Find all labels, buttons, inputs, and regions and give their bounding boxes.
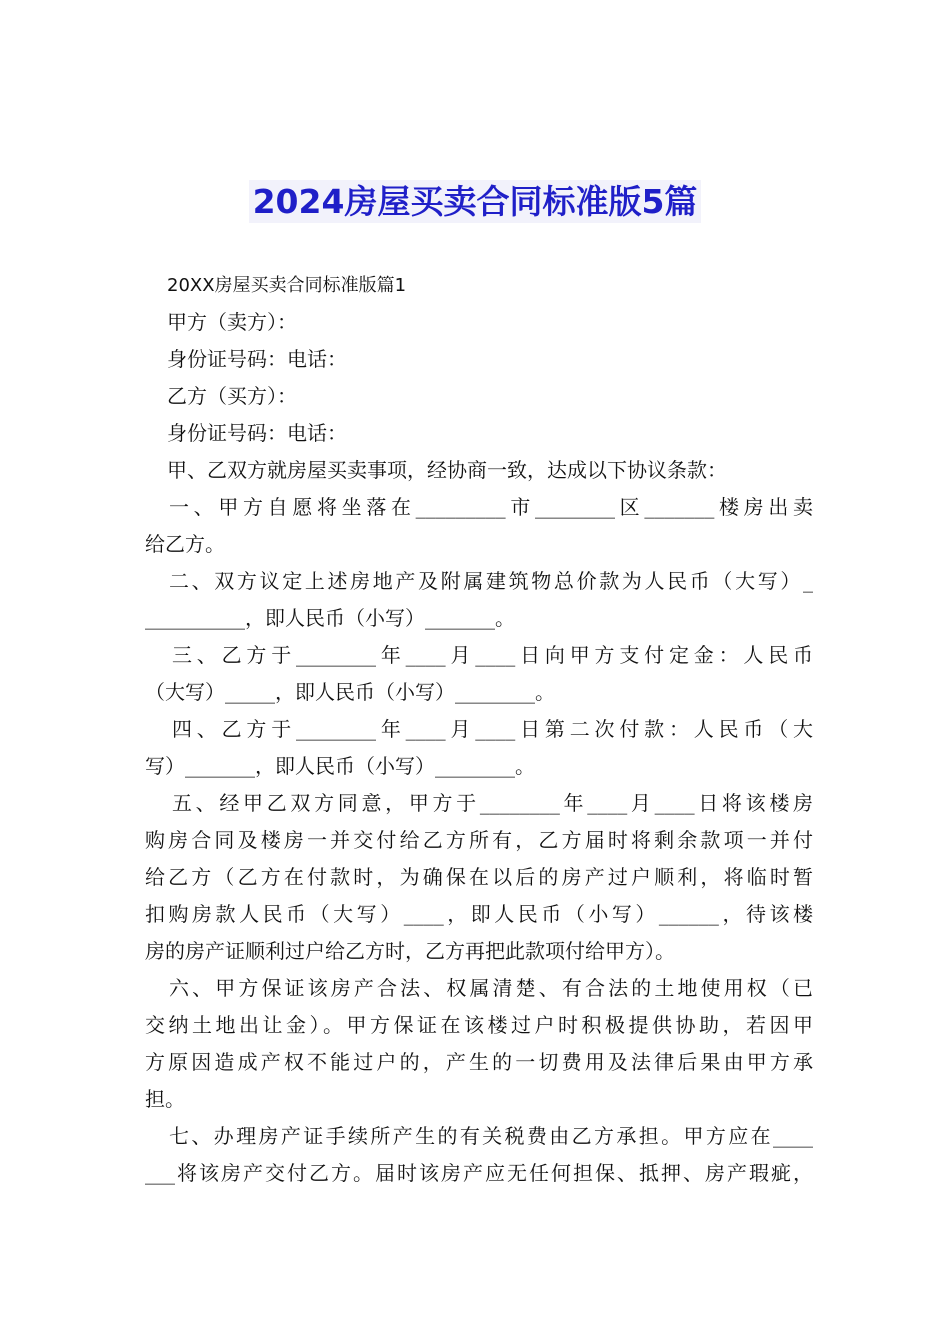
clause-6-line-4: 担。 <box>145 1087 185 1111</box>
clause-2-line-1: 二、双方议定上述房地产及附属建筑物总价款为人民币（大写）_ <box>169 569 813 593</box>
clause-6-line-3: 方原因造成产权不能过户的，产生的一切费用及法律后果由甲方承 <box>145 1050 813 1074</box>
clause-5-line-4: 扣购房款人民币（大写）____，即人民币（小写）______，待该楼 <box>145 902 813 926</box>
clause-1-line-1: 一、甲方自愿将坐落在_________市________区_______楼房出卖 <box>169 495 813 519</box>
section-heading: 20XX房屋买卖合同标准版篇1 <box>167 275 407 296</box>
clause-2-line-2: __________，即人民币（小写）_______。 <box>145 606 515 630</box>
party-a-line: 甲方（卖方）： <box>167 310 297 334</box>
clause-6-line-2: 交纳土地出让金）。甲方保证在该楼过户时积极提供协助，若因甲 <box>145 1013 813 1037</box>
clause-5-line-1: 五、经甲乙双方同意，甲方于________年____月____日将该楼房 <box>172 791 813 815</box>
document-title <box>0 176 950 228</box>
clause-5-line-3: 给乙方（乙方在付款时，为确保在以后的房产过户顺利，将临时暂 <box>145 865 813 889</box>
document-body <box>145 266 813 1192</box>
clause-4-line-2: 写）_______，即人民币（小写）________。 <box>145 754 535 778</box>
clause-3-line-1: 三、乙方于________年____月____日向甲方支付定金：人民币 <box>172 643 813 667</box>
clause-7-line-1: 七、办理房产证手续所产生的有关税费由乙方承担。甲方应在____ <box>169 1124 813 1148</box>
clause-1-line-2: 给乙方。 <box>145 532 225 556</box>
clause-5-line-5: 房的房产证顺利过户给乙方时，乙方再把此款项付给甲方）。 <box>145 939 675 963</box>
party-b-line: 乙方（买方）： <box>167 384 297 408</box>
clause-6-line-1: 六、甲方保证该房产合法、权属清楚、有合法的土地使用权（已 <box>169 976 813 1000</box>
clause-3-line-2: （大写）_____，即人民币（小写）________。 <box>145 680 555 704</box>
document-title-text: 2024房屋买卖合同标准版5篇 <box>249 180 702 223</box>
clause-7-line-2: ___将该房产交付乙方。届时该房产应无任何担保、抵押、房产瑕疵， <box>145 1161 813 1185</box>
agreement-intro: 甲、乙双方就房屋买卖事项，经协商一致，达成以下协议条款： <box>167 458 727 482</box>
clause-5-line-2: 购房合同及楼房一并交付给乙方所有，乙方届时将剩余款项一并付 <box>145 828 813 852</box>
party-a-id-line: 身份证号码：电话： <box>167 347 347 371</box>
party-b-id-line: 身份证号码：电话： <box>167 421 347 445</box>
clause-4-line-1: 四、乙方于________年____月____日第二次付款：人民币（大 <box>172 717 813 741</box>
